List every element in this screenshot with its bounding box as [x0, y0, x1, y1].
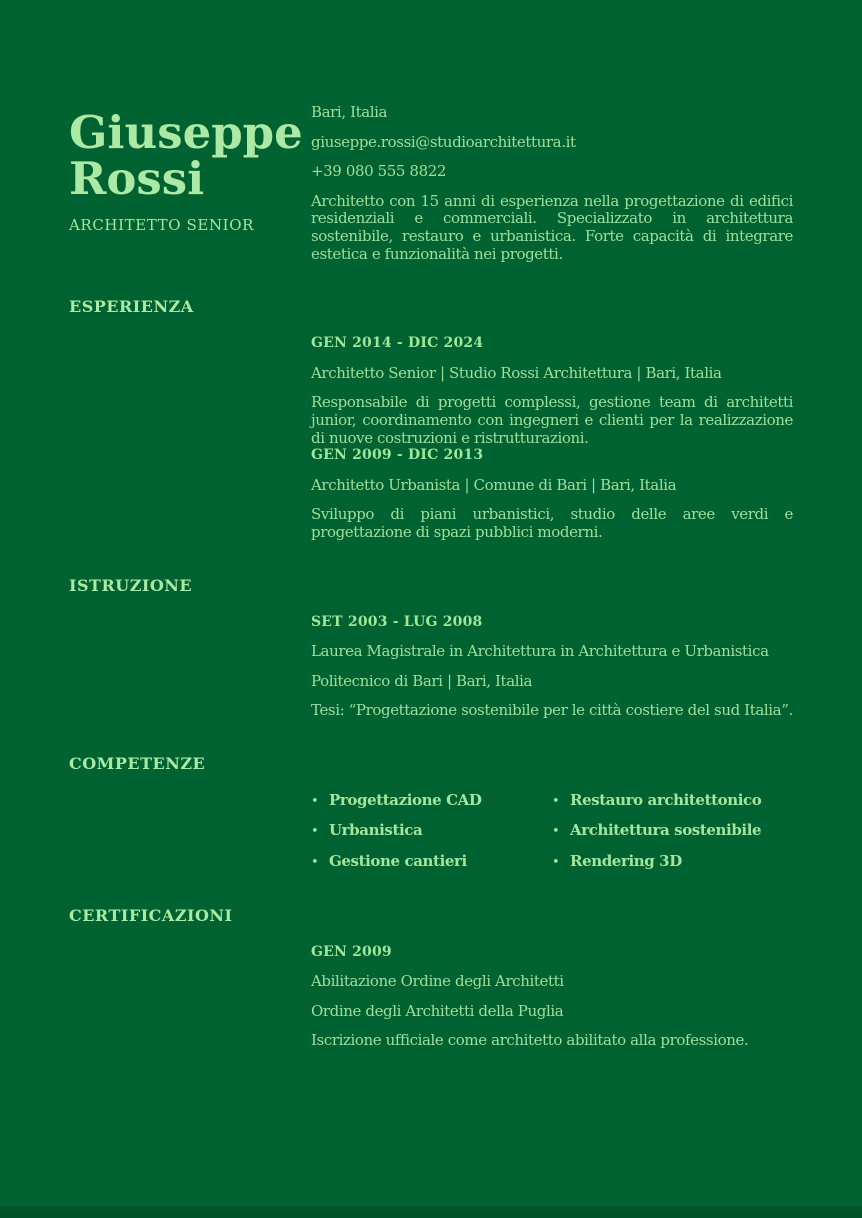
- certification-org: Ordine degli Architetti della Puglia: [311, 1001, 564, 1020]
- bullet-icon: •: [552, 824, 560, 840]
- experience-entries: [311, 297, 793, 541]
- job-entry: [311, 335, 793, 447]
- skill-label: Architettura sostenibile: [570, 821, 762, 840]
- skill-label: Progettazione CAD: [329, 790, 482, 809]
- job-description: Sviluppo di piani urbanistici, studio delle aree verdi e progettazione di spazi pubblici moderni.: [311, 505, 793, 541]
- bullet-icon: •: [552, 855, 560, 871]
- job-entry: [311, 447, 793, 541]
- skill-item: [552, 853, 793, 872]
- skill-label: Restauro architettonico: [570, 790, 762, 809]
- skills-section: [69, 754, 793, 872]
- person-name: Giuseppe Rossi: [69, 106, 303, 205]
- certification-dates: GEN 2009: [311, 943, 392, 960]
- header-section: [69, 104, 793, 263]
- contact-location: Bari, Italia: [311, 103, 388, 121]
- skill-label: Urbanistica: [329, 821, 423, 840]
- skills-column-right: [552, 792, 793, 872]
- job-dates: GEN 2009 - DIC 2013: [311, 447, 484, 464]
- skills-grid: [311, 754, 793, 872]
- certification-entries: [311, 906, 793, 1050]
- skill-item: [311, 822, 552, 841]
- skill-item: [552, 822, 793, 841]
- contact-phone: +39 080 555 8822: [311, 162, 446, 181]
- job-description: Responsabile di progetti complessi, gestione team di architetti junior, coordinamento con ingegneri e clienti per la realizzazione di nuove costruzioni e ristrutturazioni.: [311, 393, 793, 447]
- education-school: Politecnico di Bari | Bari, Italia: [311, 671, 533, 690]
- contact-block: [311, 104, 793, 263]
- education-thesis: Tesi: “Progettazione sostenibile per le città costiere del sud Italia”.: [311, 701, 793, 720]
- education-entry: [311, 614, 793, 720]
- certifications-section: [69, 906, 793, 1050]
- profile-summary: Architetto con 15 anni di esperienza nella progettazione di edifici residenziali e commerciali. Specializzato in architettura sostenibile, restauro e urbanistica. Forte capacità di integrare estetica e funzionalità nei progetti.: [311, 191, 793, 263]
- bullet-icon: •: [311, 855, 319, 871]
- bullet-icon: •: [552, 793, 560, 809]
- certification-entry: [311, 944, 793, 1050]
- education-section: [69, 576, 793, 720]
- skills-column-left: [311, 792, 552, 872]
- contact-email: giuseppe.rossi@studioarchitettura.it: [311, 132, 576, 151]
- page-footer-bar: [0, 1206, 862, 1218]
- experience-section: [69, 297, 793, 541]
- skills-section-title: COMPETENZE: [69, 753, 206, 773]
- resume-content: [69, 104, 793, 1050]
- skill-label: Gestione cantieri: [329, 852, 467, 871]
- person-role-title: ARCHITETTO SENIOR: [69, 216, 254, 234]
- skill-item: [552, 792, 793, 811]
- bullet-icon: •: [311, 793, 319, 809]
- skill-item: [311, 853, 552, 872]
- education-section-title: ISTRUZIONE: [69, 575, 193, 595]
- education-dates: SET 2003 - LUG 2008: [311, 613, 483, 630]
- skill-label: Rendering 3D: [570, 852, 682, 871]
- name-block: [69, 104, 311, 263]
- certification-description: Iscrizione ufficiale come architetto abilitato alla professione.: [311, 1031, 749, 1050]
- job-role-line: Architetto Senior | Studio Rossi Architettura | Bari, Italia: [311, 363, 722, 382]
- experience-section-title: ESPERIENZA: [69, 297, 194, 317]
- job-role-line: Architetto Urbanista | Comune di Bari | Bari, Italia: [311, 475, 677, 494]
- bullet-icon: •: [311, 824, 319, 840]
- job-dates: GEN 2014 - DIC 2024: [311, 335, 484, 352]
- certifications-section-title: CERTIFICAZIONI: [69, 905, 233, 925]
- certification-name: Abilitazione Ordine degli Architetti: [311, 972, 564, 991]
- education-entries: [311, 576, 793, 720]
- education-degree: Laurea Magistrale in Architettura in Architettura e Urbanistica: [311, 642, 769, 661]
- skill-item: [311, 792, 552, 811]
